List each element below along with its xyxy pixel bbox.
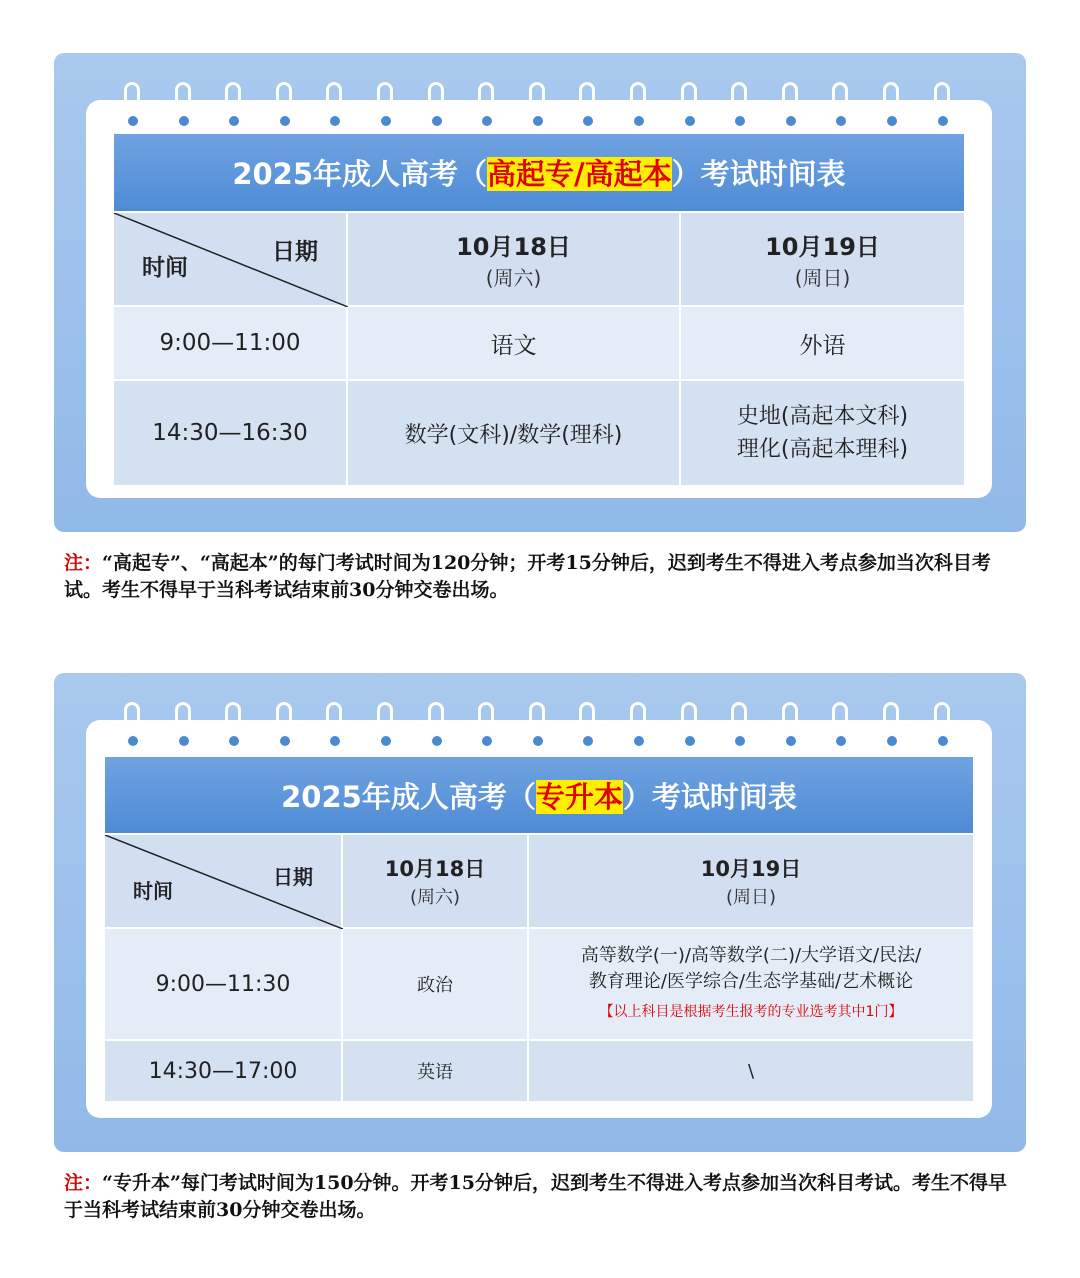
note-2	[64, 1170, 1014, 1224]
corner-date-label: 日期	[273, 865, 313, 889]
note-1	[64, 550, 1014, 604]
corner-cell	[104, 834, 342, 928]
binder-ring-icon	[326, 82, 342, 128]
corner-cell	[113, 212, 347, 306]
binder-ring-icon	[579, 702, 595, 748]
subject-line: 教育理论/医学综合/生态学基础/艺术概论	[588, 971, 914, 992]
weekday-label: (周六)	[409, 887, 461, 908]
binder-ring-icon	[478, 82, 494, 128]
binder-ring-icon	[124, 82, 140, 128]
time-cell: 9:00—11:00	[113, 306, 347, 380]
binder-ring-icon	[832, 82, 848, 128]
table-title-1	[113, 133, 965, 212]
note-label: 注：	[64, 552, 103, 574]
title-suffix: ）考试时间表	[622, 779, 797, 814]
date-label: 10月18日	[456, 233, 571, 261]
date-label: 10月18日	[384, 857, 486, 881]
table-row	[104, 928, 974, 1040]
weekday-label: (周日)	[725, 887, 777, 908]
subject-line: 理化(高起本理科)	[736, 437, 909, 462]
binder-ring-icon	[175, 702, 191, 748]
binder-ring-icon	[276, 702, 292, 748]
binder-ring-icon	[934, 702, 950, 748]
binder-ring-icon	[681, 702, 697, 748]
binder-ring-icon	[428, 702, 444, 748]
binder-ring-icon	[681, 82, 697, 128]
table-row	[113, 380, 965, 486]
binder-ring-icon	[782, 82, 798, 128]
subject-cell: 英语	[342, 1040, 528, 1102]
binder-ring-icon	[225, 702, 241, 748]
date-label: 10月19日	[700, 857, 802, 881]
subject-cell	[680, 380, 965, 486]
subject-cell: 数学(文科)/数学(理科)	[347, 380, 680, 486]
binder-ring-icon	[276, 82, 292, 128]
binder-ring-icon	[832, 702, 848, 748]
table-title-2	[104, 756, 974, 834]
title-prefix: 2025年成人高考（	[281, 779, 536, 814]
binder-ring-icon	[579, 82, 595, 128]
note-label: 注：	[64, 1172, 103, 1194]
date-label: 10月19日	[765, 233, 880, 261]
binder-ring-icon	[175, 82, 191, 128]
subject-cell	[528, 928, 974, 1040]
binder-ring-icon	[326, 702, 342, 748]
subject-cell: 政治	[342, 928, 528, 1040]
binder-ring-icon	[883, 702, 899, 748]
binder-ring-icon	[782, 702, 798, 748]
binder-ring-icon	[225, 82, 241, 128]
binder-ring-icon	[731, 702, 747, 748]
title-prefix: 2025年成人高考（	[232, 157, 488, 191]
subject-cell: 外语	[680, 306, 965, 380]
time-cell: 9:00—11:30	[104, 928, 342, 1040]
subject-line: 高等数学(一)/高等数学(二)/大学语文/民法/	[580, 945, 922, 966]
binder-ring-icon	[883, 82, 899, 128]
binder-ring-icon	[630, 702, 646, 748]
note-text: “高起专”、“高起本”的每门考试时间为120分钟；开考15分钟后，迟到考生不得进入考点参加当次科目考试。考生不得早于当科考试结束前30分钟交卷出场。	[64, 552, 991, 601]
binder-ring-icon	[377, 82, 393, 128]
title-highlight: 高起专/高起本	[487, 157, 672, 191]
date-header-2	[680, 212, 965, 306]
subject-line: 史地(高起本文科)	[736, 404, 909, 429]
binder-ring-icon	[478, 702, 494, 748]
subject-cell: 语文	[347, 306, 680, 380]
binder-ring-icon	[529, 82, 545, 128]
binder-ring-icon	[731, 82, 747, 128]
binder-ring-icon	[934, 82, 950, 128]
binder-ring-icon	[124, 702, 140, 748]
time-cell: 14:30—16:30	[113, 380, 347, 486]
binder-ring-icon	[377, 702, 393, 748]
schedule-table-2	[103, 755, 975, 1103]
date-header-2	[528, 834, 974, 928]
date-header-1	[347, 212, 680, 306]
table-row	[104, 1040, 974, 1102]
schedule-table-1	[112, 132, 966, 487]
title-suffix: ）考试时间表	[671, 157, 846, 191]
note-text: “专升本”每门考试时间为150分钟。开考15分钟后，迟到考生不得进入考点参加当次科目考试。考生不得早于当科考试结束前30分钟交卷出场。	[64, 1172, 1007, 1221]
table-row	[113, 306, 965, 380]
corner-time-label: 时间	[142, 255, 188, 281]
subject-cell: \	[528, 1040, 974, 1102]
corner-date-label: 日期	[272, 239, 318, 265]
title-highlight: 专升本	[535, 779, 623, 814]
binder-ring-icon	[630, 82, 646, 128]
weekday-label: (周六)	[485, 266, 542, 290]
binder-ring-icon	[428, 82, 444, 128]
binder-ring-icon	[529, 702, 545, 748]
date-header-1	[342, 834, 528, 928]
weekday-label: (周日)	[794, 266, 851, 290]
elective-note: 【以上科目是根据考生报考的专业选考其中1门】	[599, 1004, 903, 1020]
time-cell: 14:30—17:00	[104, 1040, 342, 1102]
corner-time-label: 时间	[133, 879, 173, 903]
